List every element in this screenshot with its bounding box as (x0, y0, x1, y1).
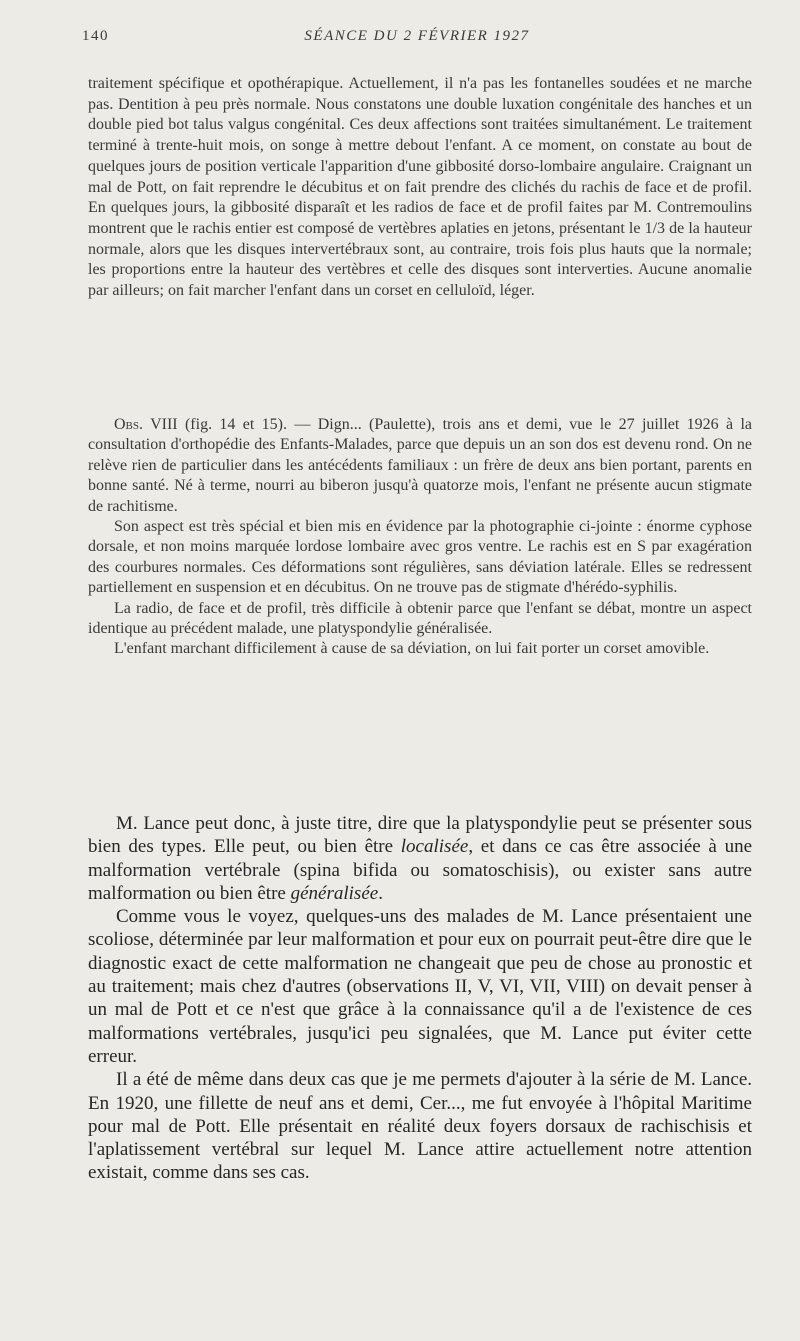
observation-text-1: (fig. 14 et 15). — Dign... (Paulette), trois ans et demi, vue le 27 juillet 1926 à la consultation d'orthopédie des Enfants-Malades, parce que depuis un an son dos est devenu rond. On ne relève rien de particulier dans les antécédents familiaux : un frère de deux ans bien portant, parents en bonne santé. Né à terme, nourri au biberon jusqu'à quatorze mois, l'enfant ne présente aucun stigmate de rachitisme. (88, 416, 753, 515)
discussion-text-b: , et dans ce cas être associée à une malformation vertébrale (spina bifida ou somatoschisis), ou exister sans autre malformation ou bien être (88, 836, 752, 904)
discussion-paragraph-2: Comme vous le voyez, quelques-uns des malades de M. Lance présentaient une scoliose, déterminée par leur malformation et pour eux on pourrait peut-être dire que le diagnostic exact de cette malformation ne changeait que peu de chose au pronostic et au traitement; mais chez d'autres (observations II, V, VI, VII, VIII) on devait penser à un mal de Pott et ce n'est que grâce à la connaissance qu'il a de l'existence de ces malformations vertébrales, jusqu'ici peu signalées, que M. Lance put éviter cette erreur. (88, 906, 752, 1067)
case-continuation-paragraph: traitement spécifique et opothérapique. Actuellement, il n'a pas les fontanelles soudées et ne marche pas. Dentition à peu près normale. Nous constatons une double luxation congénitale des hanches et un double pied bot talus valgus congénital. Ces deux affections sont traitées simultanément. Le traitement terminé à trente-huit mois, on songe à mettre debout l'enfant. A ce moment, on constate au bout de quelques jours de position verticale l'apparition d'une gibbosité dorso-lombaire angulaire. Craignant un mal de Pott, on fait reprendre le décubitus et on fait prendre des clichés du rachis de face et de profil. En quelques jours, la gibbosité disparaît et les radios de face et de profil faites par M. Contremoulins montrent que le rachis entier est composé de vertèbres aplaties en jetons, présentant le 1/3 de la hauteur normale, alors que les disques intervertébraux sont, au contraire, trois fois plus hauts que la normale; les proportions entre la hauteur des vertèbres et celle des disques sont interverties. Aucune anomalie par ailleurs; on fait marcher l'enfant dans un corset en celluloïd, léger. (88, 75, 752, 300)
observation-label: Obs. VIII (114, 416, 178, 433)
discussion-paragraph-3: Il a été de même dans deux cas que je me permets d'ajouter à la série de M. Lance. En 1920, une fillette de neuf ans et demi, Cer..., me fut envoyée à l'hôpital Maritime pour mal de Pott. Elle présentait en réalité deux foyers dorsaux de rachischisis et l'aplatissement vertébral sur lequel M. Lance attire actuellement notre attention existait, comme dans ses cas. (88, 1069, 752, 1184)
discussion-paragraph-1 (88, 812, 752, 905)
running-title: SÉANCE DU 2 FÉVRIER 1927 (304, 28, 530, 44)
observation-paragraph-3: La radio, de face et de profil, très difficile à obtenir parce que l'enfant se débat, montre un aspect identique au précédent malade, une platyspondylie généralisée. (88, 599, 752, 638)
discussion-text-a: M. Lance peut donc, à juste titre, dire que la platyspondylie peut se présenter sous bien des types. Elle peut, ou bien être (88, 813, 752, 858)
case-continuation (88, 74, 752, 302)
term-localisee: localisée (400, 836, 469, 858)
observation-viii (88, 415, 752, 660)
discussion-section (88, 812, 752, 1185)
page-header (82, 28, 752, 52)
term-generalisee: généralisée (290, 882, 379, 904)
observation-paragraph-1 (88, 415, 752, 517)
page-number: 140 (82, 28, 109, 44)
observation-paragraph-4: L'enfant marchant difficilement à cause de sa déviation, on lui fait porter un corset amovible. (114, 640, 710, 658)
observation-paragraph-2: Son aspect est très spécial et bien mis en évidence par la photographie ci-jointe : énorme cyphose dorsale, et non moins marquée lordose lombaire avec gros ventre. Le rachis est en S par exagération des courbures normales. Ces déformations sont régulières, sans déviation latérale. Elles se redressent partiellement en suspension et en décubitus. On ne trouve pas de stigmate d'hérédo-syphilis. (88, 518, 752, 597)
discussion-text-c: . (378, 882, 383, 904)
